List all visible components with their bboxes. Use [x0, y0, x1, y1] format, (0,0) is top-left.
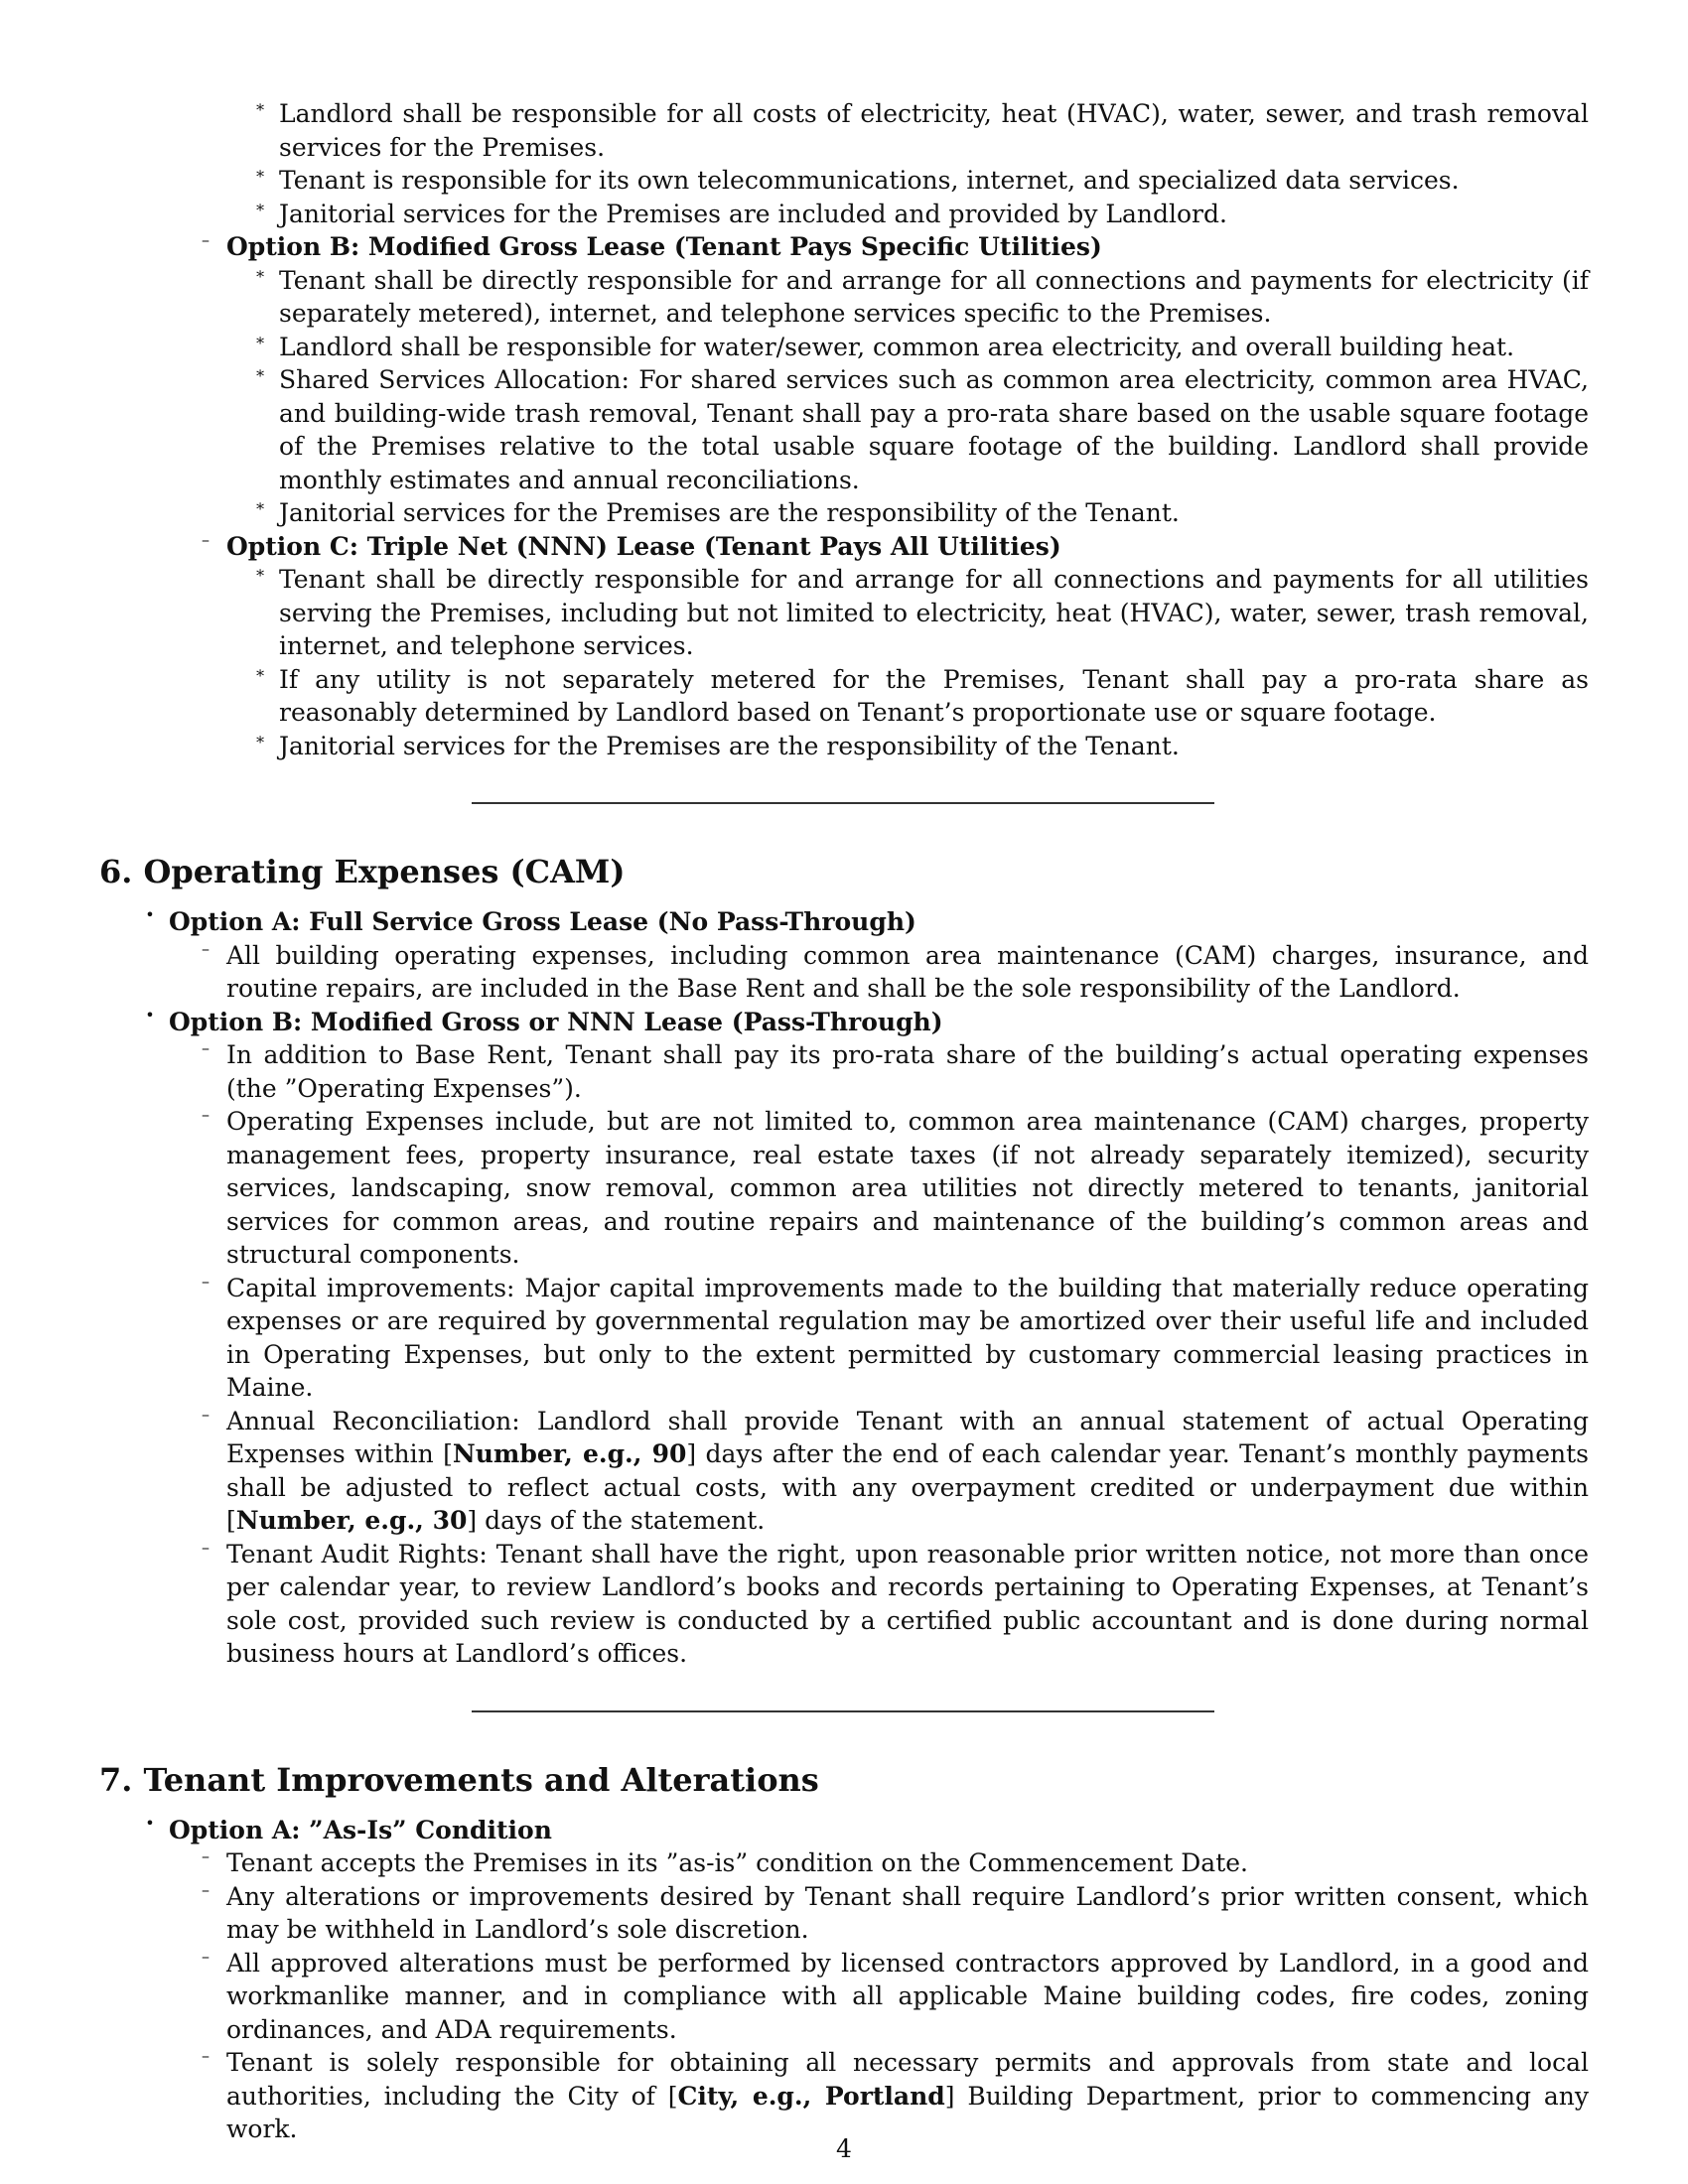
option-heading-cam-a: [145, 905, 1589, 939]
list-item-text: All approved alterations must be performed by licensed contractors approved by Landlord, in a good and workmanlike manner, and in compliance with all applicable Maine building codes, fire codes, zoning ordinances, and ADA requirements.: [226, 1948, 1589, 2044]
text-segment: Annual Reconciliation: Landlord shall provide Tenant with an annual statement of actual Operating Expenses within [: [226, 1406, 1589, 1468]
dash-marker: –: [202, 2046, 210, 2065]
star-marker: ∗: [254, 496, 266, 515]
star-marker: ∗: [254, 263, 266, 283]
section-heading-operating-expenses: 6. Operating Expenses (CAM): [99, 853, 626, 890]
list-item-text: Tenant is responsible for its own telecommunications, internet, and specialized data services.: [279, 166, 1460, 195]
list-item: [202, 1946, 1589, 2047]
list-item-annual-reconciliation: [202, 1404, 1589, 1538]
star-marker: ∗: [254, 363, 266, 382]
list-item-text: Any alterations or improvements desired by Tenant shall require Landlord’s prior written consent, which may be withheld in Landlord’s sole discretion.: [226, 1881, 1589, 1944]
text-segment: ] days after the end of each calendar year. Tenant’s monthly payments shall be adjusted to reflect actual costs, with any overpayment credited or underpayment due within [: [226, 1439, 1589, 1535]
star-marker: ∗: [254, 197, 266, 216]
list-item: [202, 1038, 1589, 1105]
dash-marker: –: [202, 938, 210, 958]
dash-marker: –: [202, 1271, 210, 1291]
list-item-text: All building operating expenses, including common area maintenance (CAM) charges, insurance, and routine repairs, are included in the Base Rent and shall be the sole responsibility of the Landlord.: [226, 940, 1589, 1003]
option-heading-text: Option A: ”As-Is” Condition: [169, 1815, 552, 1844]
bullet-marker: •: [145, 905, 155, 924]
list-item: [202, 1105, 1589, 1272]
placeholder-days-30: Number, e.g., 30: [235, 1506, 468, 1535]
option-heading-text: Option C: Triple Net (NNN) Lease (Tenant Pays All Utilities): [226, 531, 1061, 561]
list-item: [202, 1879, 1589, 1947]
placeholder-city: City, e.g., Portland: [677, 2081, 945, 2111]
list-item-text: Tenant shall be directly responsible for and arrange for all connections and payments for electricity (if separately metered), internet, and telephone services specific to the Premises.: [279, 265, 1589, 328]
dash-marker: –: [202, 1946, 210, 1966]
list-item: [254, 662, 1589, 730]
option-heading-cam-b: [145, 1005, 1589, 1039]
star-marker: ∗: [254, 563, 266, 582]
list-item: [254, 197, 1589, 231]
list-item: [254, 363, 1589, 496]
page-number: 4: [836, 2134, 852, 2163]
list-item-permits: [202, 2046, 1590, 2146]
star-marker: ∗: [254, 97, 266, 116]
dash-marker: –: [202, 1038, 210, 1057]
dash-marker: –: [202, 1879, 210, 1899]
option-heading-as-is: [145, 1813, 1589, 1847]
list-item-text: Tenant shall be directly responsible for and arrange for all connections and payments for all utilities serving the Premises, including but not limited to electricity, heat (HVAC), water, sewer, trash removal, internet, and telephone services.: [279, 565, 1589, 660]
section-heading-tenant-improvements: 7. Tenant Improvements and Alterations: [99, 1760, 819, 1799]
list-item-text: If any utility is not separately metered for the Premises, Tenant shall pay a pro-rata share as reasonably determined by Landlord based on Tenant’s proportionate use or square footage.: [279, 664, 1589, 727]
list-item-text: Landlord shall be responsible for water/sewer, common area electricity, and overall building heat.: [279, 332, 1515, 361]
bullet-marker: •: [145, 1813, 155, 1833]
list-item-text: Tenant accepts the Premises in its ”as-is” condition on the Commencement Date.: [226, 1848, 1248, 1877]
list-item-text: Janitorial services for the Premises are the responsibility of the Tenant.: [279, 498, 1180, 527]
list-item: [202, 1537, 1589, 1671]
list-item: [202, 1271, 1589, 1405]
dash-marker: –: [202, 1105, 210, 1124]
list-item-text: In addition to Base Rent, Tenant shall pay its pro-rata share of the building’s actual operating expenses (the ”Operating Expenses”).: [226, 1040, 1589, 1103]
list-item: [254, 563, 1589, 663]
star-marker: ∗: [254, 662, 266, 682]
list-item-text: [226, 2046, 1589, 2146]
option-heading-utilities-c: [202, 529, 1589, 564]
star-marker: ∗: [254, 164, 266, 183]
section-divider: [472, 1710, 1214, 1712]
option-heading-text: Option B: Modified Gross Lease (Tenant Pays Specific Utilities): [226, 232, 1102, 261]
option-heading-text: Option B: Modified Gross or NNN Lease (Pass-Through): [169, 1007, 943, 1036]
list-item: [254, 729, 1589, 763]
placeholder-days-90: Number, e.g., 90: [452, 1439, 687, 1468]
list-item: [202, 1846, 1589, 1880]
list-item-text: [226, 1405, 1589, 1538]
list-item: [254, 97, 1589, 164]
list-item-text: Janitorial services for the Premises are the responsibility of the Tenant.: [279, 731, 1180, 760]
list-item: [254, 164, 1589, 198]
star-marker: ∗: [254, 330, 266, 349]
text-segment: ] days of the statement.: [467, 1506, 766, 1535]
dash-marker: –: [202, 1846, 210, 1865]
text-segment: Tenant is solely responsible for obtaining all necessary permits and approvals from state and local authorities, including the City of [: [226, 2048, 1589, 2111]
dash-marker: –: [202, 529, 210, 549]
list-item-text: Shared Services Allocation: For shared services such as common area electricity, common area HVAC, and building-wide trash removal, Tenant shall pay a pro-rata share based on the usable square footage of the Premises relative to the total usable square footage of the building. Landlord shall provide monthly estimates and annual reconciliations.: [279, 365, 1589, 494]
dash-marker: –: [202, 1537, 210, 1557]
list-item-text: Tenant Audit Rights: Tenant shall have the right, upon reasonable prior written notice, not more than once per calendar year, to review Landlord’s books and records pertaining to Operating Expenses, at Tenant’s sole cost, provided such review is conducted by a certified public accountant and is done during normal business hours at Landlord’s offices.: [226, 1539, 1589, 1668]
option-heading-utilities-b: [202, 230, 1589, 264]
list-item-text: Landlord shall be responsible for all costs of electricity, heat (HVAC), water, sewer, and trash removal services for the Premises.: [279, 99, 1589, 162]
dash-marker: –: [202, 230, 210, 249]
page-content: [99, 97, 1589, 2146]
option-heading-text: Option A: Full Service Gross Lease (No Pass-Through): [169, 907, 916, 936]
star-marker: ∗: [254, 729, 266, 749]
list-item-text: Janitorial services for the Premises are included and provided by Landlord.: [279, 199, 1227, 228]
text-segment: ] Building Department, prior to commencing any work.: [226, 2081, 1590, 2143]
list-item-text: Capital improvements: Major capital improvements made to the building that materially reduce operating expenses or are required by governmental regulation may be amortized over their useful life and included in Operating Expenses, but only to the extent permitted by customary commercial leasing practices in Maine.: [226, 1273, 1589, 1402]
list-item: [254, 263, 1589, 331]
bullet-marker: •: [145, 1005, 155, 1024]
list-item: [254, 330, 1589, 364]
list-item-text: Operating Expenses include, but are not limited to, common area maintenance (CAM) charges, property management fees, property insurance, real estate taxes (if not already separately itemized), security services, landscaping, snow removal, common area utilities not directly metered to tenants, janitorial services for common areas, and routine repairs and maintenance of the building’s common areas and structural components.: [226, 1107, 1589, 1269]
list-item: [254, 496, 1589, 530]
dash-marker: –: [202, 1404, 210, 1424]
list-item: [202, 938, 1589, 1006]
section-divider: [472, 802, 1214, 804]
